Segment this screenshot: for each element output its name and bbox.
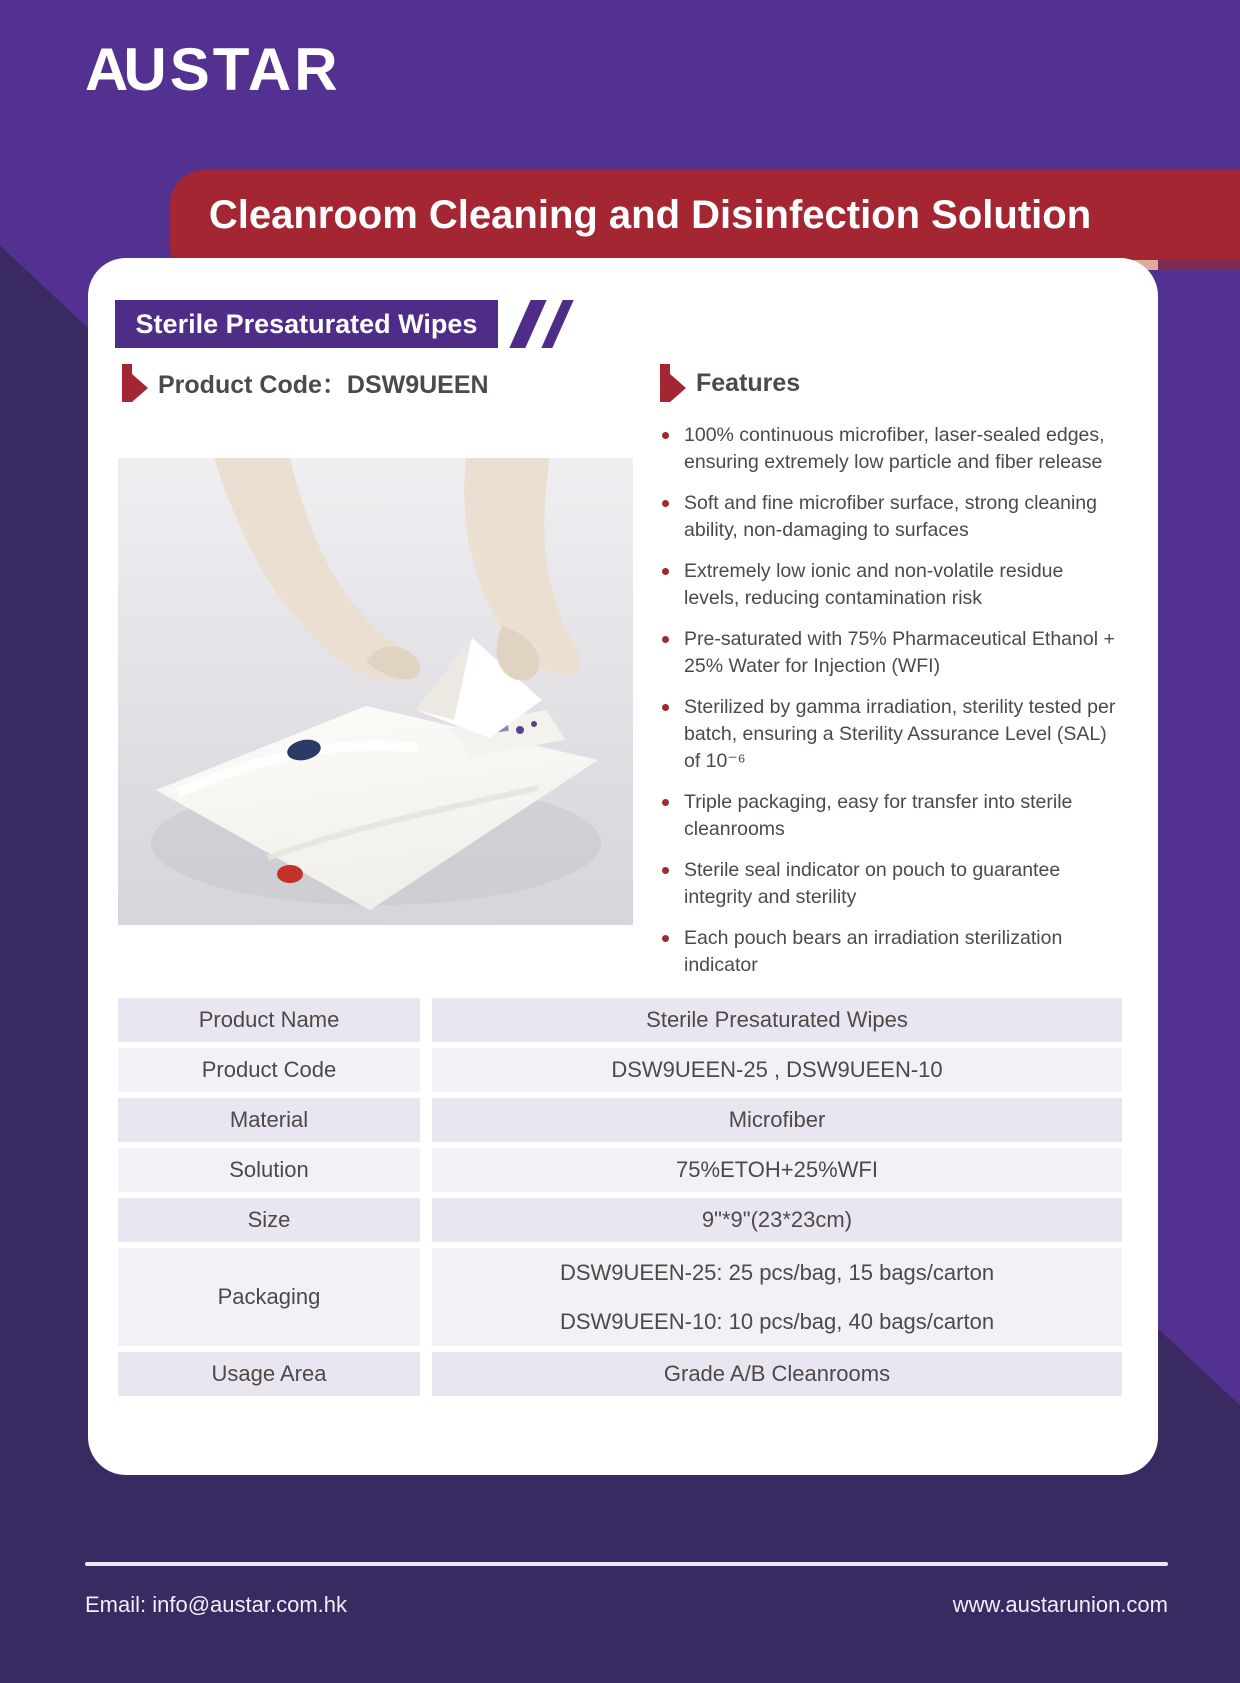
spec-value	[432, 1098, 1122, 1142]
badge-slash-decoration	[541, 300, 573, 348]
spec-value	[432, 1352, 1122, 1396]
spec-value-line: Sterile Presaturated Wipes	[646, 1007, 908, 1032]
spec-value-line: DSW9UEEN-25 , DSW9UEEN-10	[611, 1057, 943, 1082]
spec-label: Solution	[118, 1148, 420, 1192]
feature-text: Sterile seal indicator on pouch to guarantee integrity and sterility	[684, 859, 1061, 908]
bullet-icon	[662, 568, 669, 575]
pouch-red-dot-indicator	[277, 865, 303, 883]
spec-label: Product Code	[118, 1048, 420, 1092]
feature-item	[660, 626, 1120, 680]
product-code-heading	[122, 364, 489, 402]
spec-row-solution	[118, 1148, 1122, 1192]
pouch-print-mark	[531, 721, 537, 727]
feature-item	[660, 694, 1120, 775]
product-badge-label: Sterile Presaturated Wipes	[135, 308, 478, 339]
spec-row-packaging	[118, 1248, 1122, 1346]
feature-text: Triple packaging, easy for transfer into sterile cleanrooms	[684, 791, 1073, 840]
spec-value	[432, 1048, 1122, 1092]
title-banner	[170, 170, 1240, 260]
feature-text: Extremely low ionic and non-volatile residue levels, reducing contamination risk	[684, 560, 1064, 609]
flag-icon	[122, 364, 148, 402]
product-photo	[118, 458, 633, 925]
footer-email: Email: info@austar.com.hk	[85, 1592, 347, 1617]
flag-icon	[660, 364, 686, 402]
spec-value-line: 9"*9"(23*23cm)	[701, 1207, 853, 1232]
logo-letters-star: STAR	[169, 36, 341, 103]
feature-item	[660, 422, 1120, 476]
product-name-badge	[115, 300, 498, 348]
bullet-icon	[662, 799, 669, 806]
spec-row-product-code	[118, 1048, 1122, 1092]
spec-value	[432, 998, 1122, 1042]
feature-item	[660, 789, 1120, 843]
spec-row-usage-area	[118, 1352, 1122, 1396]
spec-row-material	[118, 1098, 1122, 1142]
spec-value	[432, 1248, 1122, 1346]
content-card	[88, 258, 1158, 1475]
logo-letter-a: A	[85, 36, 132, 103]
spec-value-line: 75%ETOH+25%WFI	[676, 1157, 878, 1182]
features-heading	[660, 364, 800, 402]
spec-row-product-name	[118, 998, 1122, 1042]
spec-row-size	[118, 1198, 1122, 1242]
spec-value-line: Microfiber	[728, 1107, 826, 1132]
footer-divider	[85, 1562, 1168, 1566]
page-title: Cleanroom Cleaning and Disinfection Solution	[208, 192, 1092, 237]
feature-text: Soft and fine microfiber surface, strong cleaning ability, non-damaging to surfaces	[684, 492, 1097, 541]
bullet-icon	[662, 704, 669, 711]
spec-value	[432, 1148, 1122, 1192]
spec-table	[118, 998, 1122, 1396]
feature-item	[660, 925, 1120, 979]
spec-label: Material	[118, 1098, 420, 1142]
feature-text: Each pouch bears an irradiation sterilization indicator	[684, 927, 1063, 976]
product-code-text: Product Code：DSW9UEEN	[158, 371, 489, 399]
feature-text: Sterilized by gamma irradiation, sterility tested per batch, ensuring a Sterility Assurance Level (SAL) of 10⁻⁶	[684, 696, 1116, 772]
pouch-print-mark	[516, 726, 524, 734]
bullet-icon	[662, 935, 669, 942]
features-list	[660, 422, 1120, 979]
feature-text: Pre-saturated with 75% Pharmaceutical Ethanol + 25% Water for Injection (WFI)	[684, 628, 1115, 677]
footer-website: www.austarunion.com	[952, 1592, 1168, 1617]
banner-shadow-strip-right	[1158, 260, 1240, 270]
bullet-icon	[662, 867, 669, 874]
spec-label: Size	[118, 1198, 420, 1242]
logo-letter-u: U	[123, 36, 170, 103]
austar-logo	[85, 36, 341, 103]
spec-label: Packaging	[118, 1248, 420, 1346]
feature-item	[660, 490, 1120, 544]
spec-value-line: DSW9UEEN-10: 10 pcs/bag, 40 bags/carton	[559, 1308, 995, 1334]
feature-item	[660, 857, 1120, 911]
spec-value	[432, 1198, 1122, 1242]
spec-label: Usage Area	[118, 1352, 420, 1396]
badge-slash-decoration	[509, 300, 546, 348]
spec-value-line: Grade A/B Cleanrooms	[663, 1361, 891, 1386]
feature-item	[660, 558, 1120, 612]
spec-label: Product Name	[118, 998, 420, 1042]
bullet-icon	[662, 636, 669, 643]
features-heading-text: Features	[696, 368, 801, 397]
feature-text: 100% continuous microfiber, laser-sealed edges, ensuring extremely low particle and fiber release	[684, 424, 1105, 473]
spec-value-line: DSW9UEEN-25: 25 pcs/bag, 15 bags/carton	[559, 1259, 995, 1285]
bullet-icon	[662, 432, 669, 439]
bullet-icon	[662, 500, 669, 507]
